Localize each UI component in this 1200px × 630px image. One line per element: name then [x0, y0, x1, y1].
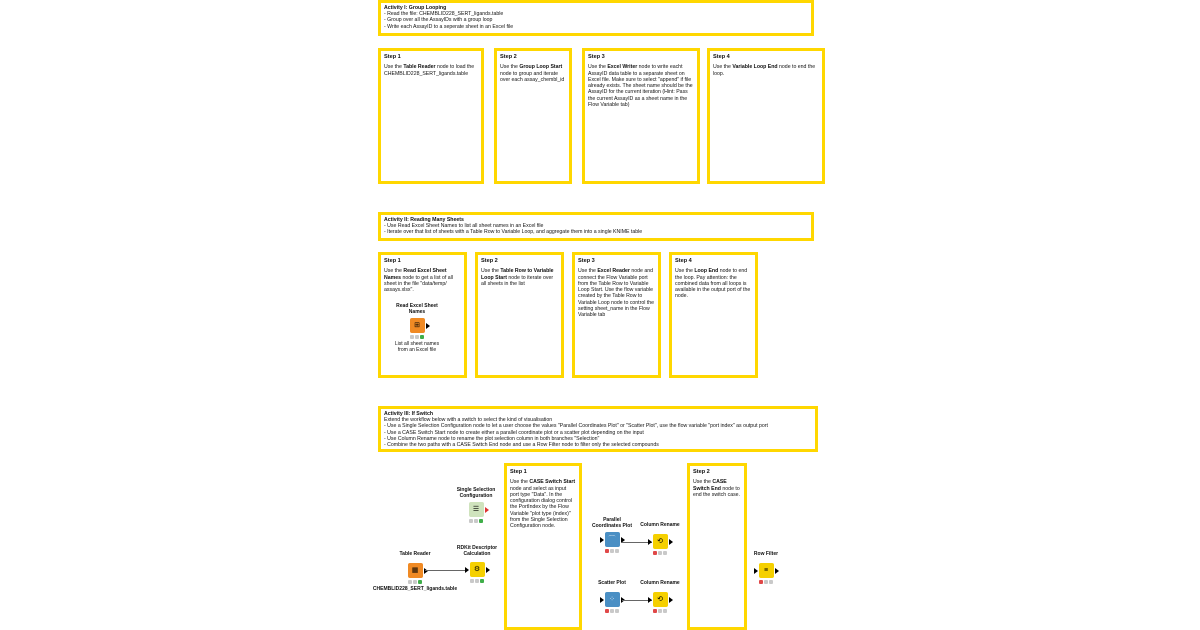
node-comment: List all sheet names from an Excel file [394, 340, 440, 353]
output-port[interactable] [486, 567, 490, 573]
step-text: Use the [510, 479, 530, 486]
step-text: node to get a list of all sheet in the file "data/temp/ assays.xlsx". [384, 274, 453, 294]
step-text: node to write eacht AssayID data table to a separate sheet on Excel file. Make sure to select "append" if file already exists. The sheet name should be the AssayID for the current iteration (Hint: Pass the current AssayID as a sheet name in the Flow Variable tab) [588, 64, 693, 109]
step-text: Use the [481, 268, 501, 275]
input-port[interactable] [600, 537, 604, 543]
step-node-name: Excel Reader [597, 268, 630, 275]
rdkit-descriptor-icon: ⚙ [470, 562, 485, 577]
node-status [605, 609, 619, 613]
step-text: node to end the loop. Pay attention: the combined data from all loops is available in the output port of the node. [675, 268, 751, 300]
node-title: Table Reader [399, 551, 431, 557]
activity1-header [378, 0, 814, 36]
node-status [410, 335, 424, 339]
configuration-icon: ☰ [469, 502, 484, 517]
node-status [653, 609, 667, 613]
excel-sheet-names-icon: ⊞ [410, 318, 425, 333]
step-text: Use the [500, 64, 520, 71]
activity2-step4 [669, 252, 758, 378]
step-text: node to end the loop. [713, 64, 816, 77]
activity3-line: - Combine the two paths with a CASE Switch End node and use a Row Filter node to filter only the selected compounds [384, 442, 659, 449]
node-title: Scatter Plot [598, 580, 626, 586]
input-port[interactable] [465, 567, 469, 573]
column-rename-icon: ⟲ [653, 592, 668, 607]
node-title: Column Rename [640, 522, 680, 528]
step-text: Use the [384, 64, 404, 71]
activity1-step3 [582, 48, 700, 184]
step-node-name: Variable Loop End [732, 64, 778, 71]
activity3-line: Extend the workflow below with a switch to select the kind of visualisation [384, 417, 553, 424]
activity3-header [378, 406, 818, 452]
table-reader-icon: ▦ [408, 563, 423, 578]
node-status [470, 579, 484, 583]
node-status [605, 549, 619, 553]
step-heading: Step 1 [510, 469, 527, 475]
step-text: Use the [693, 479, 713, 486]
activity2-title: Activity II: Reading Many Sheets [384, 217, 464, 223]
activity3-line: - Use a CASE Switch Start node to create either a parallel coordinate plot or a scatter plot depending on the input [384, 429, 644, 436]
step-text: node and connect the Flow Variable port from the Table Row to Variable Loop Start. Use the flow variable created by the Table Row to Variable Loop node to control the setting sheet_name in the Flow Variable tab [578, 268, 655, 319]
node-comment: CHEMBLID228_SERT_ligands.table [372, 585, 458, 592]
row-filter-node[interactable] [749, 552, 783, 584]
step-text: Use the [675, 268, 695, 275]
column-rename-icon: ⟲ [653, 534, 668, 549]
step-text: node to end the switch case. [693, 485, 741, 498]
step-node-name: Table Reader [403, 64, 436, 71]
node-status [408, 580, 422, 584]
node-title: Read Excel Sheet Names [396, 303, 438, 315]
activity2-line: - Use Read Excel Sheet Names to list all sheet names in an Excel file [384, 223, 544, 230]
activity2-step3 [572, 252, 661, 378]
input-port[interactable] [648, 539, 652, 545]
node-title: Column Rename [640, 580, 680, 586]
single-selection-configuration-node[interactable] [450, 488, 502, 523]
input-port[interactable] [754, 568, 758, 574]
node-status [759, 580, 773, 584]
activity1-line: - Read the file: CHEMBLID228_SERT_ligands.table [384, 11, 504, 18]
parallel-coordinates-plot-node[interactable] [591, 518, 633, 553]
activity3-line: - Use Column Rename node to rename the plot selection column in both branches "Selection" [384, 435, 600, 442]
step-text: Use the [384, 268, 404, 275]
step-node-name: CASE Switch End [693, 479, 727, 492]
output-port[interactable] [426, 323, 430, 329]
step-heading: Step 4 [675, 258, 692, 264]
scatter-plot-icon: ⁘ [605, 592, 620, 607]
step-node-name: Read Excel Sheet Names [384, 268, 447, 281]
activity3-line: - Use a Single Selection Configuration node to let a user choose the values "Parallel Coordinates Plot" or "Scatter Plot", use the flow variable "port index" as output port [384, 423, 768, 430]
activity1-line: - Group over all the AssayIDs with a group loop [384, 17, 493, 24]
step-heading: Step 2 [481, 258, 498, 264]
activity2-line: - Iterate over that list of sheets with a Table Row to Variable Loop, and aggregate them into a single KNIME table [384, 229, 643, 236]
step-text: node to group and iterate over each assay_chembl_id [500, 70, 565, 83]
step-heading: Step 2 [500, 54, 517, 60]
node-title: Single Selection Configuration [456, 487, 496, 499]
activity2-header [378, 212, 814, 241]
read-excel-sheet-names-node[interactable] [392, 304, 442, 353]
step-text: node and select as input port type "Data". In the configuration dialog control the PortIndex by the Flow Variable "plot type (index)" from the Single Selection Configuration node. [510, 485, 573, 530]
step-heading: Step 4 [713, 54, 730, 60]
activity1-step4 [707, 48, 825, 184]
input-port[interactable] [600, 597, 604, 603]
node-title: RDKit Descriptor Calculation [456, 545, 498, 557]
output-port[interactable] [485, 507, 489, 513]
activity1-title: Activity I: Group Looping [384, 5, 447, 11]
node-status [653, 551, 667, 555]
step-heading: Step 1 [384, 54, 401, 60]
row-filter-icon: ≡ [759, 563, 774, 578]
rdkit-descriptor-calculation-node[interactable] [452, 546, 502, 583]
activity2-step2 [475, 252, 564, 378]
step-text: Use the [713, 64, 733, 71]
column-rename-node-2[interactable] [637, 581, 683, 613]
output-port[interactable] [775, 568, 779, 574]
activity1-step2 [494, 48, 572, 184]
step-heading: Step 2 [693, 469, 710, 475]
activity1-step1 [378, 48, 484, 184]
parallel-coordinates-icon: ⌒ [605, 532, 620, 547]
step-text: node to iterate over all sheets in the list [481, 274, 554, 287]
activity1-line: - Write each AssayID to a seperate sheet in an Excel file [384, 23, 514, 30]
step-node-name: CASE Switch Start [529, 479, 576, 486]
scatter-plot-node[interactable] [591, 581, 633, 613]
step-text: node to load the CHEMBLID228_SERT_ligands.table [384, 64, 475, 77]
step-node-name: Loop End [694, 268, 719, 275]
output-port[interactable] [669, 539, 673, 545]
step-text: Use the [578, 268, 598, 275]
node-title: Row Filter [753, 551, 779, 557]
activity3-step1 [504, 463, 582, 630]
step-node-name: Group Loop Start [519, 64, 563, 71]
node-title: Parallel Coordinates Plot [591, 517, 632, 529]
activity3-title: Activity III: If Switch [384, 411, 434, 417]
node-status [469, 519, 483, 523]
column-rename-node-1[interactable] [637, 523, 683, 555]
step-node-name: Table Row to Variable Loop Start [481, 268, 554, 281]
output-port[interactable] [669, 597, 673, 603]
activity3-step2 [687, 463, 747, 630]
step-heading: Step 3 [578, 258, 595, 264]
table-reader-node[interactable] [372, 552, 458, 592]
input-port[interactable] [648, 597, 652, 603]
step-heading: Step 3 [588, 54, 605, 60]
step-heading: Step 1 [384, 258, 401, 264]
step-text: Use the [588, 64, 608, 71]
step-node-name: Excel Writer [607, 64, 638, 71]
